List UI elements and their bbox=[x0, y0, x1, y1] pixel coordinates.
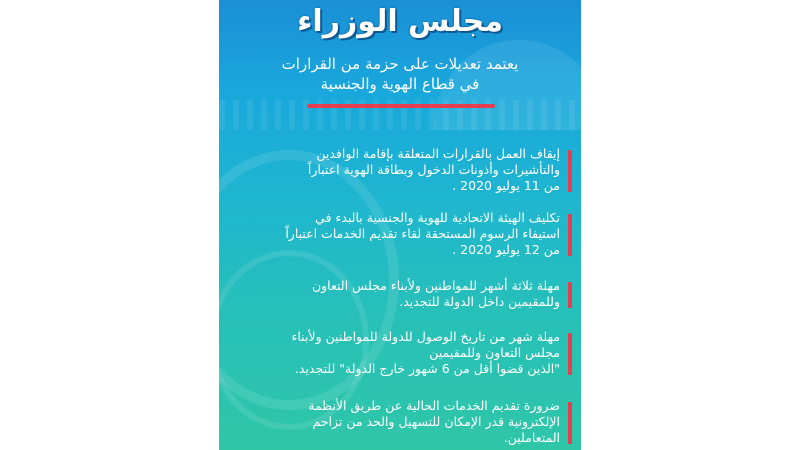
bullet-bar bbox=[568, 214, 572, 256]
decision-item-2 bbox=[231, 210, 572, 258]
decision-1-line-2: والتأشيرات وأذونات الدخول وبطاقة الهوية اعتباراً bbox=[307, 162, 560, 177]
decision-4-line-3: "الذين قضوا أقل من 6 شهور خارج الدولة" للتجديد. bbox=[294, 361, 560, 376]
poster-title: مجلس الوزراء bbox=[297, 4, 503, 39]
decision-2-line-1: تكليف الهيئة الاتحادية للهوية والجنسية بالبدء في bbox=[315, 210, 560, 225]
bullet-bar bbox=[568, 282, 572, 308]
subtitle-line-2: في قطاع الهوية والجنسية bbox=[320, 75, 480, 93]
decision-list bbox=[219, 0, 581, 450]
news-poster bbox=[219, 0, 581, 450]
decision-2-line-3: من 12 يوليو 2020 . bbox=[452, 242, 560, 257]
decision-2-line-2: استيفاء الرسوم المستحقة لقاء تقديم الخدمات اعتباراً bbox=[285, 226, 560, 241]
decision-item-1 bbox=[231, 146, 572, 194]
decision-item-5 bbox=[231, 398, 572, 446]
decision-item-3 bbox=[231, 278, 572, 310]
bullet-bar bbox=[568, 333, 572, 375]
bullet-bar bbox=[568, 150, 572, 192]
subtitle-line-1: يعتمد تعديلات على حزمة من القرارات bbox=[281, 55, 519, 73]
decision-4-line-2: مجلس التعاون وللمقيمين bbox=[429, 345, 560, 360]
decision-5-line-3: المتعاملين. bbox=[503, 430, 560, 445]
bullet-bar bbox=[568, 402, 572, 444]
decision-5-line-1: ضرورة تقديم الخدمات الحالية عن طريق الأنظمة bbox=[308, 398, 560, 413]
decision-4-line-1: مهلة شهر من تاريخ الوصول للدولة للمواطنين ولأبناء bbox=[291, 329, 560, 344]
decision-3-line-2: وللمقيمين داخل الدولة للتجديد. bbox=[399, 294, 560, 309]
decision-1-line-3: من 11 يوليو 2020 . bbox=[452, 178, 560, 193]
decision-5-line-2: الإلكترونية قدر الإمكان للتسهيل والحد من تزاحم bbox=[312, 414, 560, 429]
decision-1-line-1: إيقاف العمل بالقرارات المتعلقة بإقامة الوافدين bbox=[316, 146, 560, 161]
decision-item-4 bbox=[231, 329, 572, 377]
decision-3-line-1: مهلة ثلاثة أشهر للمواطنين ولأبناء مجلس التعاون bbox=[311, 278, 560, 293]
